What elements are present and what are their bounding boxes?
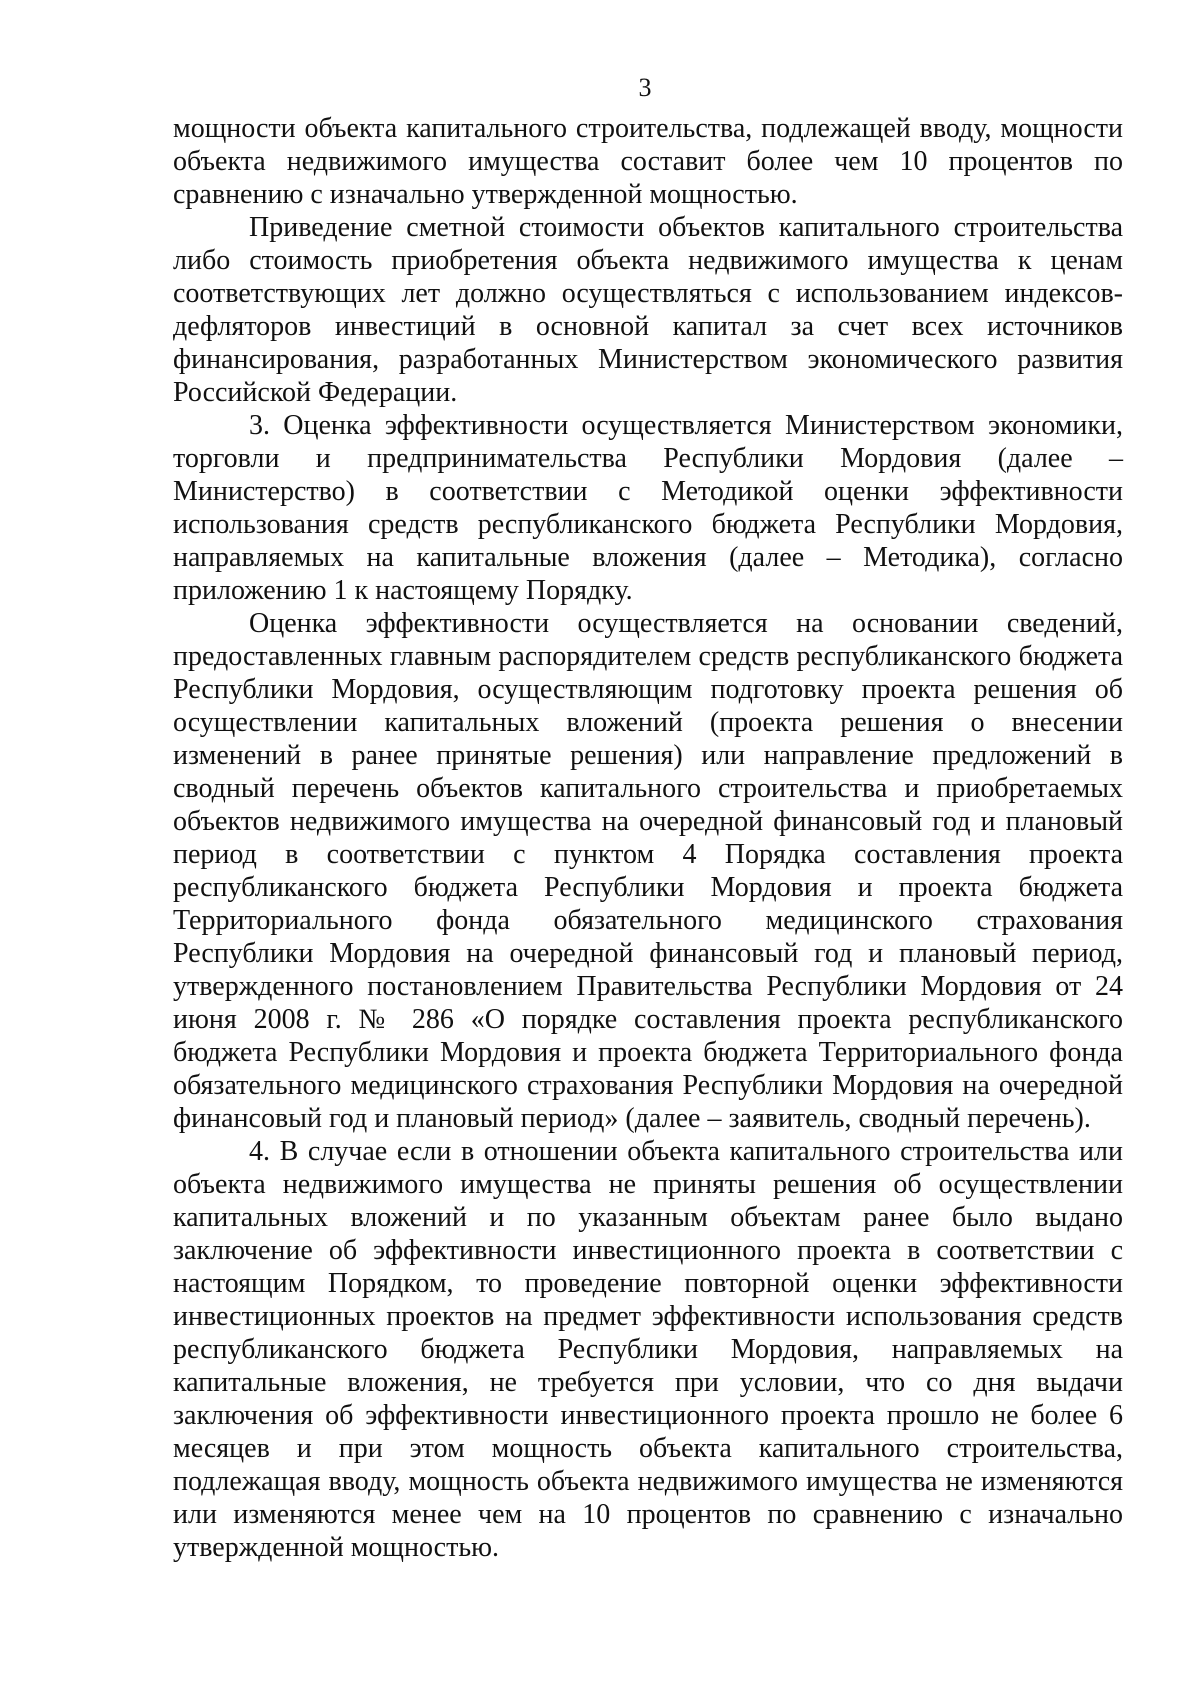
paragraph-item-3: 3. Оценка эффективности осуществляется Министерством экономики, торговли и предпринимательства Республики Мордовия (далее – Министерство) в соответствии с Методикой оценки эффективности использования средств республиканского бюджета Республики Мордовия, направляемых на капитальные вложения (далее – Методика), согласно приложению 1 к настоящему Порядку. bbox=[173, 410, 1123, 606]
page-number: 3 bbox=[638, 73, 652, 102]
document-body bbox=[173, 112, 1123, 1564]
paragraph-item-4: 4. В случае если в отношении объекта капитального строительства или объекта недвижимого имущества не приняты решения об осуществлении капитальных вложений и по указанным объектам ранее было выдано заключение об эффективности инвестиционного проекта в соответствии с настоящим Порядком, то проведение повторной оценки эффективности инвестиционных проектов на предмет эффективности использования средств республиканского бюджета Республики Мордовия, направляемых на капитальные вложения, не требуется при условии, что со дня выдачи заключения об эффективности инвестиционного проекта прошло не более 6 месяцев и при этом мощность объекта капитального строительства, подлежащая вводу, мощность объекта недвижимого имущества не изменяются или изменяются менее чем на 10 процентов по сравнению с изначально утвержденной мощностью. bbox=[173, 1136, 1123, 1563]
paragraph-continuation: мощности объекта капитального строительства, подлежащей вводу, мощности объекта недвижимого имущества составит более чем 10 процентов по сравнению с изначально утвержденной мощностью. bbox=[173, 113, 1123, 210]
paragraph-estimate-indexation: Приведение сметной стоимости объектов капитального строительства либо стоимость приобретения объекта недвижимого имущества к ценам соответствующих лет должно осуществляться с использованием индексов-дефляторов инвестиций в основной капитал за счет всех источников финансирования, разработанных Министерством экономического развития Российской Федерации. bbox=[173, 212, 1123, 408]
paragraph-assessment-basis: Оценка эффективности осуществляется на основании сведений, предоставленных главным распорядителем средств республиканского бюджета Республики Мордовия, осуществляющим подготовку проекта решения об осуществлении капитальных вложений (проекта решения о внесении изменений в ранее принятые решения) или направление предложений в сводный перечень объектов капитального строительства и приобретаемых объектов недвижимого имущества на очередной финансовый год и плановый период в соответствии с пунктом 4 Порядка составления проекта республиканского бюджета Республики Мордовия и проекта бюджета Территориального фонда обязательного медицинского страхования Республики Мордовия на очередной финансовый год и плановый период, утвержденного постановлением Правительства Республики Мордовия от 24 июня 2008 г. № 286 «О порядке составления проекта республиканского бюджета Республики Мордовия и проекта бюджета Территориального фонда обязательного медицинского страхования Республики Мордовия на очередной финансовый год и плановый период» (далее – заявитель, сводный перечень). bbox=[173, 608, 1123, 1134]
